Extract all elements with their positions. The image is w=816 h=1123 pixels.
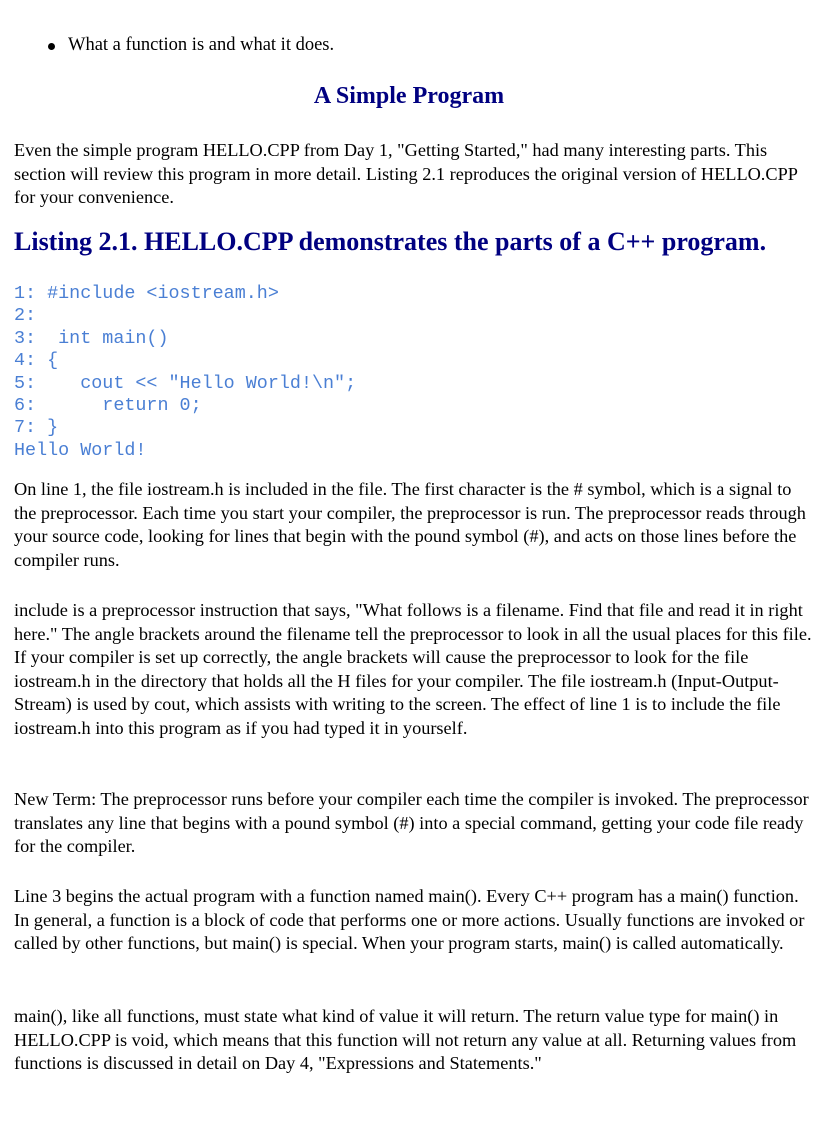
code-line: 6: return 0; [14,395,202,417]
bullet-list [46,33,334,57]
code-listing [14,283,356,462]
paragraph-main: Line 3 begins the actual program with a function named main(). Every C++ program has a main() function. In general, a function is a block of code that performs one or more actions. Usually functions are invoked or called by other functions, but main() is special. When your program starts, main() is called automatically. [14,886,805,953]
code-line: 7: } [14,417,59,439]
code-line: 4: { [14,350,59,372]
listing-heading: Listing 2.1. HELLO.CPP demonstrates the parts of a C++ program. [14,227,767,256]
paragraph-return: main(), like all functions, must state what kind of value it will return. The return value type for main() in HELLO.CPP is void, which means that this function will not return any value at all. Returning values from functions is discussed in detail on Day 4, "Expressions and Statements." [14,1006,797,1073]
program-output: Hello World! [14,439,147,461]
list-item [46,33,334,57]
code-line: 3: int main() [14,327,169,349]
code-line: 5: cout << "Hello World!\n"; [14,372,357,394]
section-heading: A Simple Program [313,83,505,109]
code-line: 2: [14,305,37,327]
intro-paragraph: Even the simple program HELLO.CPP from Day 1, "Getting Started," had many interesting parts. This section will review this program in more detail. Listing 2.1 reproduces the original version of HELLO.CPP for your convenience. [14,140,798,207]
bullet-icon [48,43,55,50]
bullet-text: What a function is and what it does. [68,35,335,55]
paragraph-new-term: New Term: The preprocessor runs before your compiler each time the compiler is invoked. The preprocessor translates any line that begins with a pound symbol (#) into a special command, getting your code file ready for the compiler. [14,789,809,856]
code-line: 1: #include <iostream.h> [14,283,279,304]
paragraph-line1: On line 1, the file iostream.h is included in the file. The first character is the # symbol, which is a signal to the preprocessor. Each time you start your compiler, the preprocessor is run. The preprocessor reads through your source code, looking for lines that begin with the pound symbol (#), and acts on those lines before the compiler runs. [14,479,806,570]
paragraph-include: include is a preprocessor instruction that says, "What follows is a filename. Find that file and read it in right here." The angle brackets around the filename tell the preprocessor to look in all the usual places for this file. If your compiler is set up correctly, the angle brackets will cause the preprocessor to look for the file iostream.h in the directory that holds all the H files for your compiler. The file iostream.h (Input-Output-Stream) is used by cout, which assists with writing to the screen. The effect of line 1 is to include the file iostream.h into this program as if you had typed it in yourself. [14,600,812,738]
